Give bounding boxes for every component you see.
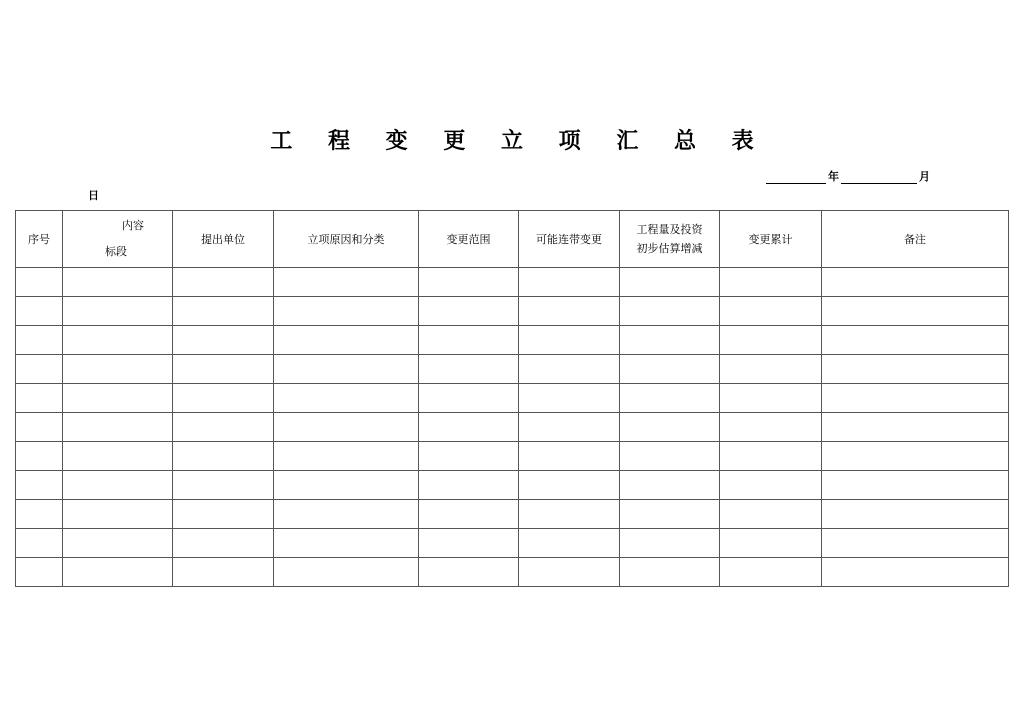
header-proposer: 提出单位 (173, 211, 274, 268)
table-cell[interactable] (63, 442, 173, 471)
table-cell[interactable] (822, 442, 1009, 471)
table-cell[interactable] (173, 268, 274, 297)
header-quantity-line1: 工程量及投资 (636, 223, 703, 236)
table-cell[interactable] (822, 384, 1009, 413)
table-cell[interactable] (720, 529, 822, 558)
table-cell[interactable] (274, 326, 419, 355)
table-cell[interactable] (63, 384, 173, 413)
table-cell[interactable] (63, 413, 173, 442)
table-cell[interactable] (173, 471, 274, 500)
table-cell[interactable] (63, 529, 173, 558)
table-row (16, 442, 1009, 471)
table-cell[interactable] (63, 558, 173, 587)
table-cell[interactable] (274, 529, 419, 558)
header-content: 内容 (122, 219, 144, 232)
table-row (16, 268, 1009, 297)
table-cell[interactable] (720, 355, 822, 384)
table-cell[interactable] (822, 268, 1009, 297)
header-section: 标段 (105, 245, 127, 258)
table-cell[interactable] (519, 442, 620, 471)
table-cell[interactable] (519, 326, 620, 355)
header-related: 可能连带变更 (519, 211, 620, 268)
table-cell[interactable] (720, 384, 822, 413)
table-cell[interactable] (720, 268, 822, 297)
table-cell[interactable] (419, 442, 519, 471)
table-cell[interactable] (16, 326, 63, 355)
table-cell[interactable] (519, 500, 620, 529)
table-cell[interactable] (620, 355, 720, 384)
table-cell[interactable] (419, 471, 519, 500)
table-cell[interactable] (173, 500, 274, 529)
table-cell[interactable] (274, 384, 419, 413)
table-row (16, 384, 1009, 413)
year-blank[interactable] (766, 171, 826, 184)
table-row (16, 355, 1009, 384)
table-cell[interactable] (620, 558, 720, 587)
table-cell[interactable] (720, 326, 822, 355)
header-reason: 立项原因和分类 (274, 211, 419, 268)
table-cell[interactable] (419, 268, 519, 297)
table-cell[interactable] (419, 500, 519, 529)
table-cell[interactable] (620, 471, 720, 500)
month-label: 月 (919, 170, 930, 183)
table-cell[interactable] (274, 500, 419, 529)
header-remarks: 备注 (822, 211, 1009, 268)
table-cell[interactable] (173, 529, 274, 558)
table-cell[interactable] (16, 355, 63, 384)
table-cell[interactable] (63, 326, 173, 355)
table-cell[interactable] (16, 471, 63, 500)
table-cell[interactable] (822, 529, 1009, 558)
table-cell[interactable] (720, 413, 822, 442)
table-cell[interactable] (822, 558, 1009, 587)
table-cell[interactable] (274, 355, 419, 384)
header-quantity (620, 211, 720, 268)
table-cell[interactable] (274, 268, 419, 297)
table-cell[interactable] (519, 558, 620, 587)
table-cell[interactable] (720, 558, 822, 587)
table-row (16, 558, 1009, 587)
header-content-section (63, 211, 173, 268)
table-cell[interactable] (620, 500, 720, 529)
table-row (16, 529, 1009, 558)
table-cell[interactable] (419, 297, 519, 326)
day-label: 日 (88, 189, 99, 202)
table-body (16, 268, 1009, 587)
table-cell[interactable] (519, 529, 620, 558)
table-cell[interactable] (63, 268, 173, 297)
table-row (16, 297, 1009, 326)
table-cell[interactable] (822, 355, 1009, 384)
table-cell[interactable] (173, 355, 274, 384)
table-cell[interactable] (822, 297, 1009, 326)
table-cell[interactable] (173, 558, 274, 587)
month-blank[interactable] (841, 171, 917, 184)
document-title: 工 程 变 更 立 项 汇 总 表 (270, 129, 768, 154)
table-cell[interactable] (16, 442, 63, 471)
table-cell[interactable] (519, 297, 620, 326)
table-cell[interactable] (620, 297, 720, 326)
table-cell[interactable] (822, 500, 1009, 529)
table-cell[interactable] (519, 384, 620, 413)
table-cell[interactable] (720, 471, 822, 500)
table-cell[interactable] (720, 442, 822, 471)
table-cell[interactable] (274, 413, 419, 442)
table-cell[interactable] (173, 442, 274, 471)
header-seq: 序号 (16, 211, 63, 268)
table-cell[interactable] (519, 413, 620, 442)
table-cell[interactable] (822, 413, 1009, 442)
table-cell[interactable] (16, 268, 63, 297)
table-cell[interactable] (274, 558, 419, 587)
table-cell[interactable] (419, 558, 519, 587)
table-cell[interactable] (822, 326, 1009, 355)
table-cell[interactable] (620, 413, 720, 442)
table-cell[interactable] (620, 529, 720, 558)
table-cell[interactable] (419, 529, 519, 558)
table-cell[interactable] (173, 413, 274, 442)
table-cell[interactable] (173, 297, 274, 326)
table-cell[interactable] (519, 471, 620, 500)
table-cell[interactable] (16, 558, 63, 587)
table-row (16, 471, 1009, 500)
table-cell[interactable] (720, 500, 822, 529)
table-cell[interactable] (16, 297, 63, 326)
table-cell[interactable] (519, 355, 620, 384)
table-cell[interactable] (274, 442, 419, 471)
table-cell[interactable] (620, 268, 720, 297)
year-label: 年 (828, 170, 839, 183)
table-cell[interactable] (274, 297, 419, 326)
table-cell[interactable] (720, 297, 822, 326)
header-quantity-line2: 初步估算增减 (636, 242, 703, 255)
table-row (16, 326, 1009, 355)
header-scope: 变更范围 (419, 211, 519, 268)
table-cell[interactable] (419, 384, 519, 413)
table-cell[interactable] (822, 471, 1009, 500)
table-cell[interactable] (16, 529, 63, 558)
table-cell[interactable] (173, 326, 274, 355)
table-cell[interactable] (274, 471, 419, 500)
table-cell[interactable] (173, 384, 274, 413)
table-cell[interactable] (620, 326, 720, 355)
date-line (766, 168, 932, 184)
table-row (16, 500, 1009, 529)
table-cell[interactable] (16, 384, 63, 413)
table-cell[interactable] (419, 355, 519, 384)
table-cell[interactable] (519, 268, 620, 297)
table-cell[interactable] (63, 500, 173, 529)
summary-table (15, 210, 1009, 587)
table-cell[interactable] (620, 384, 720, 413)
table-cell[interactable] (419, 326, 519, 355)
table-cell[interactable] (16, 413, 63, 442)
table-cell[interactable] (63, 355, 173, 384)
table-cell[interactable] (419, 413, 519, 442)
header-cumulative: 变更累计 (720, 211, 822, 268)
header-row (16, 211, 1009, 268)
table-row (16, 413, 1009, 442)
table-cell[interactable] (63, 471, 173, 500)
table-cell[interactable] (620, 442, 720, 471)
table-cell[interactable] (63, 297, 173, 326)
table-cell[interactable] (16, 500, 63, 529)
